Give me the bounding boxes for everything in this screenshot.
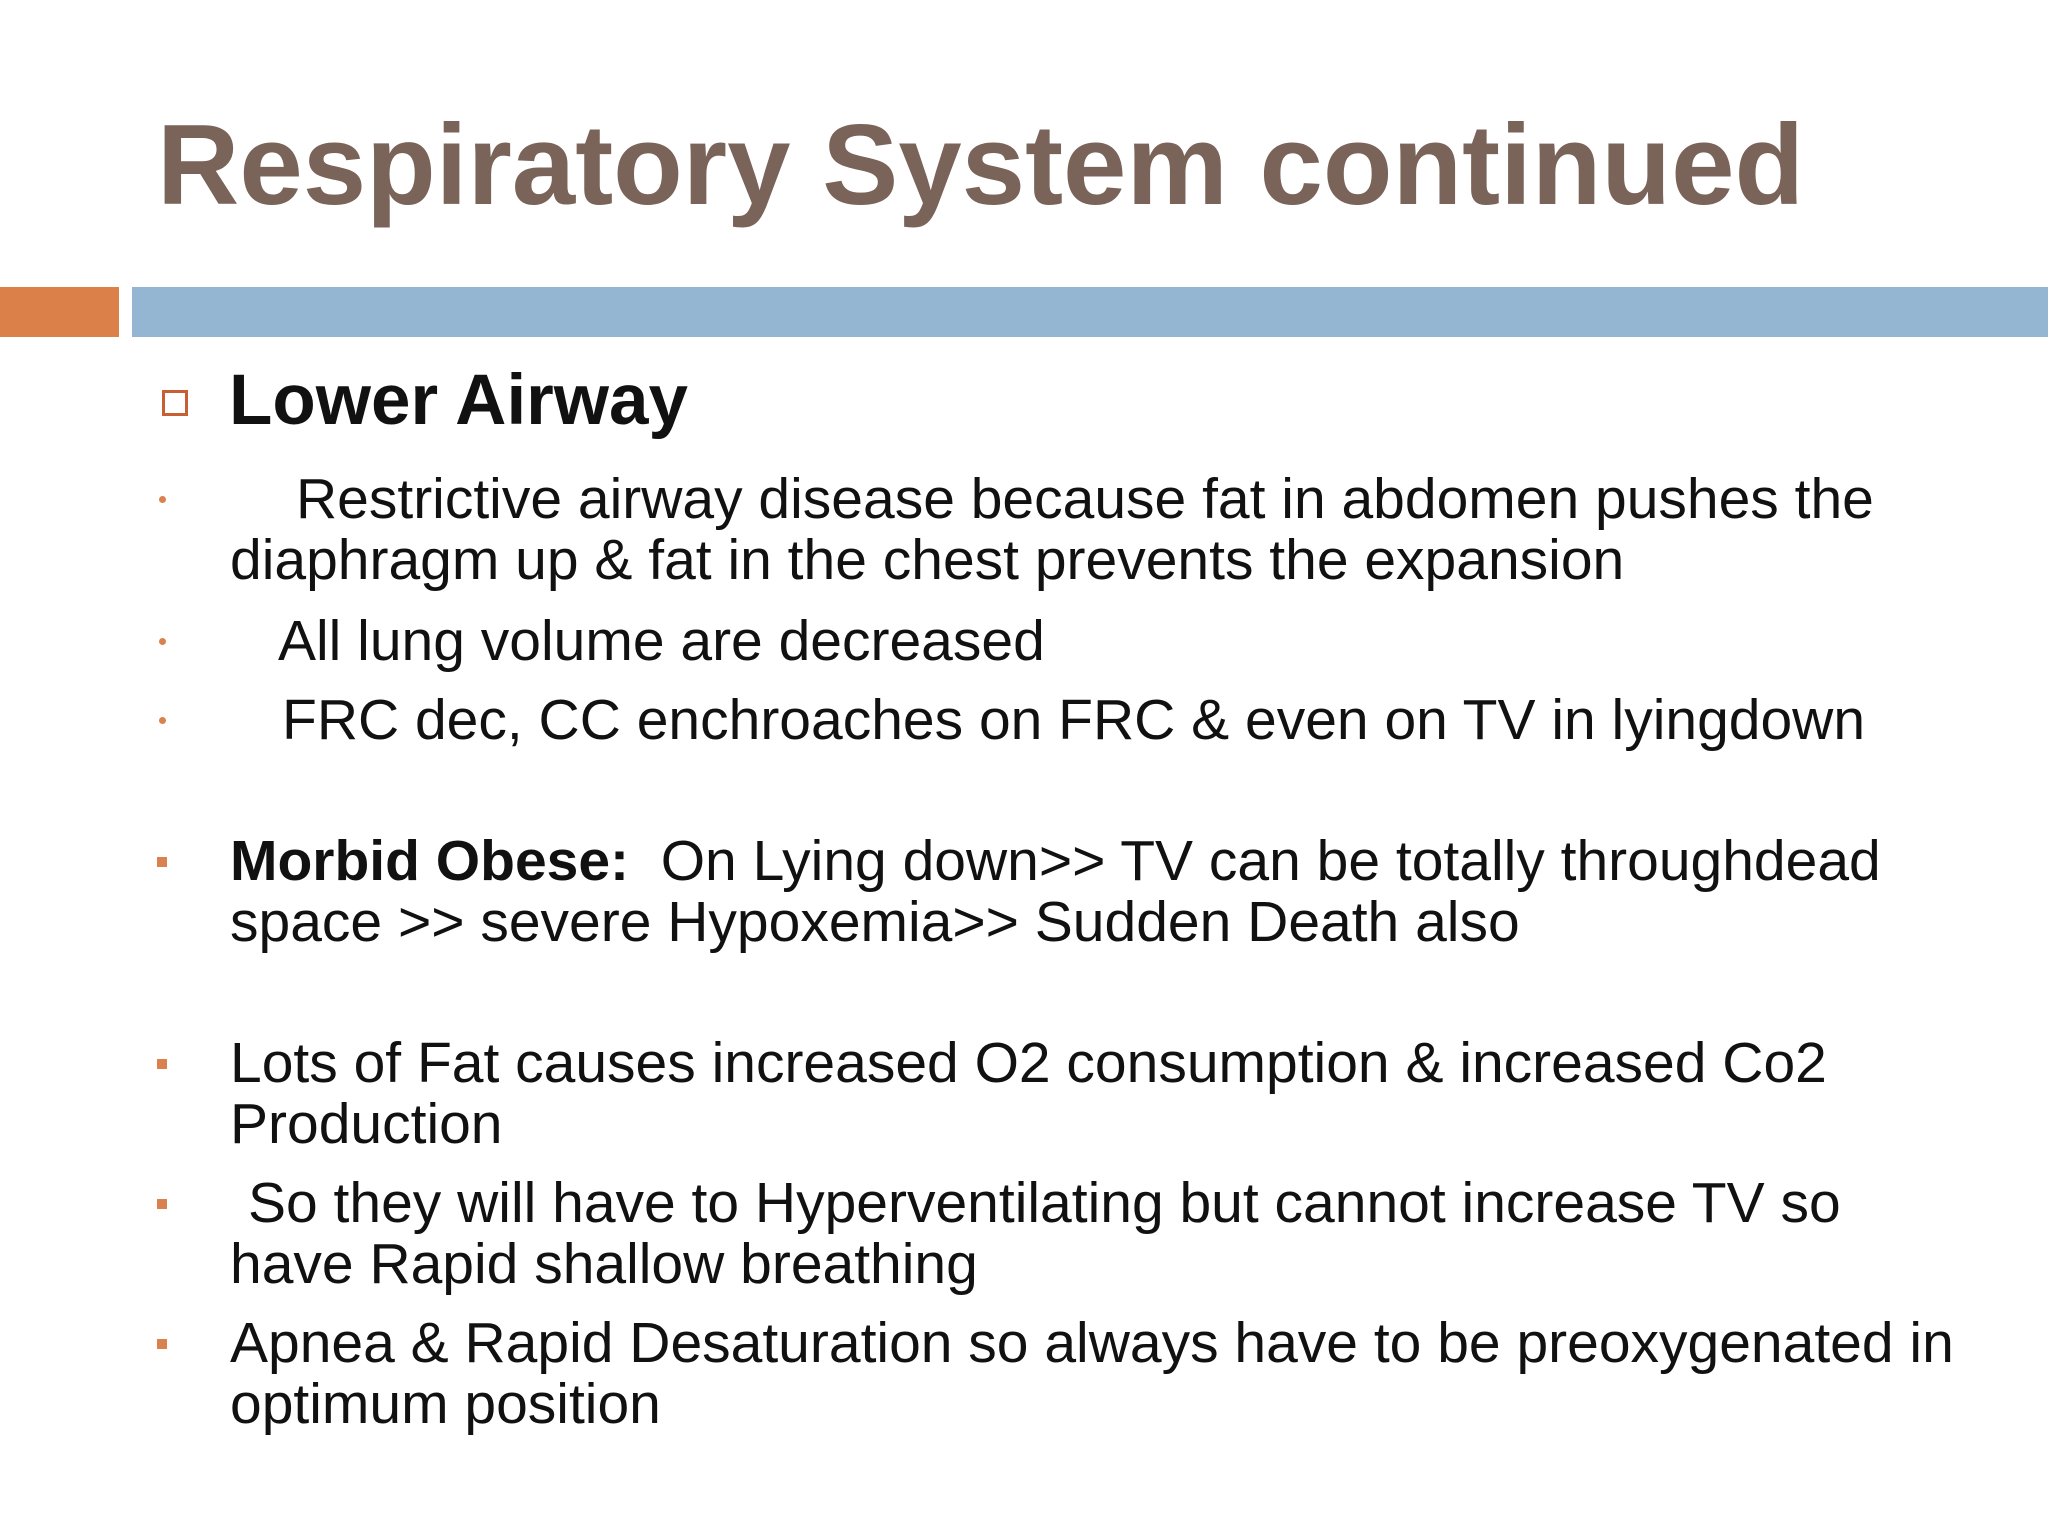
list-item-text: All lung volume are decreased — [278, 609, 1045, 673]
section-heading: Lower Airway — [229, 360, 689, 440]
square-bullet-icon — [157, 1313, 167, 1374]
square-bullet-icon — [157, 1173, 167, 1234]
list-item-text: On Lying down>> TV can be totally throughdead space >> severe Hypoxemia>> Sudden Death also — [230, 829, 1881, 954]
list-item-text: Restrictive airway disease because fat in abdomen pushes the diaphragm up & fat in the chest prevents the expansion — [230, 467, 1874, 592]
section-heading-row — [162, 355, 688, 445]
dot-bullet-icon — [157, 469, 167, 530]
list-item — [230, 611, 1970, 672]
slide-title: Respiratory System continued — [157, 102, 1805, 229]
accent-bar-blue — [132, 287, 2048, 337]
list-item-bold-label: Morbid Obese: — [230, 829, 630, 893]
hollow-square-bullet-icon — [162, 390, 188, 416]
list-item — [230, 1313, 1970, 1435]
list-item-text: Apnea & Rapid Desaturation so always have to be preoxygenated in optimum position — [230, 1311, 1954, 1436]
list-item-text: Lots of Fat causes increased O2 consumption & increased Co2 Production — [230, 1031, 1827, 1156]
dot-bullet-icon — [157, 690, 167, 751]
square-bullet-icon — [157, 1033, 167, 1094]
list-item — [230, 690, 1970, 751]
list-item-text: So they will have to Hyperventilating but cannot increase TV so have Rapid shallow breathing — [230, 1171, 1841, 1296]
list-item — [230, 1173, 1970, 1295]
dot-bullet-icon — [157, 611, 167, 672]
list-item — [230, 831, 1970, 953]
accent-bar-orange — [0, 287, 119, 337]
square-bullet-icon — [157, 831, 167, 892]
list-item-text: FRC dec, CC enchroaches on FRC & even on TV in lyingdown — [282, 688, 1866, 752]
list-item — [230, 469, 1970, 591]
list-item — [230, 1033, 1970, 1155]
